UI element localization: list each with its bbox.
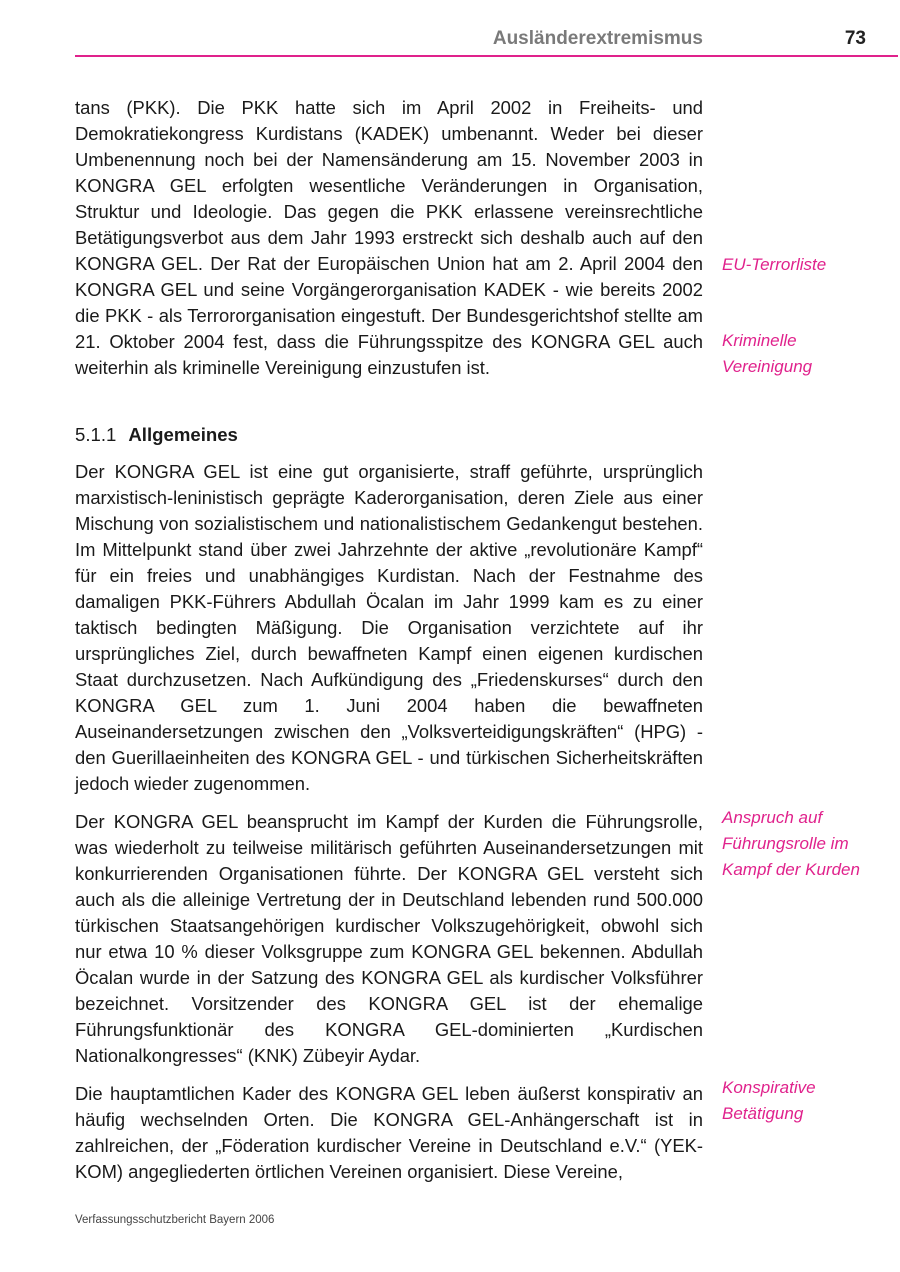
running-header-title: Ausländerextremismus (492, 28, 703, 49)
paragraph-kadek-history: tans (PKK). Die PKK hatte sich im April 2002 in Freiheits- und Demokratiekongress Kurdistans (KADEK) umbenannt. Weder bei dieser Umbenennung noch bei der Namensänderung am 15. November 2003 in KONGRA GEL erfolgten wesentliche Veränderungen in Organisation, Struktur und Ideologie. Das gegen die PKK erlassene vereinsrechtliche Betätigungsverbot aus dem Jahr 1993 erstreckt sich deshalb auch auf den KONGRA GEL. Der Rat der Europäischen Union hat am 2. April 2004 den KONGRA GEL und seine Vorgängerorganisation KADEK - wie bereits 2002 die PKK - als Terrororganisation eingestuft. Der Bundesgerichtshof stellte am 21. Oktober 2004 fest, dass die Führungsspitze des KONGRA GEL auch weiterhin als kriminelle Vereinigung einzustufen ist. (75, 97, 703, 378)
margin-note-fuehrungsrolle: Anspruch auf Führungsrolle im Kampf der Kurden (722, 808, 860, 879)
main-text-column (75, 95, 703, 1185)
page-number: 73 (844, 28, 866, 49)
paragraph-organisation: Der KONGRA GEL ist eine gut organisierte, straff geführte, ursprünglich marxistisch-leninistisch geprägte Kaderorganisation, deren Ziele aus einer Mischung von sozialistischem und nationalistischem Gedankengut bestehen. Im Mittelpunkt stand über zwei Jahrzehnte der aktive „revolutionäre Kampf“ für ein freies und unabhängiges Kurdistan. Nach der Festnahme des damaligen PKK-Führers Abdullah Öcalan im Jahr 1999 kam es zu einer taktisch bedingten Mäßigung. Die Organisation verzichtete auf ihr ursprüngliches Ziel, durch bewaffneten Kampf einen eigenen kurdischen Staat durchzusetzen. Nach Aufkündigung des „Friedenskurses“ durch den KONGRA GEL zum 1. Juni 2004 haben die bewaffneten Auseinandersetzungen zwischen den „Volksverteidigungskräften“ (HPG) - den Guerillaeinheiten des KONGRA GEL - und türkischen Sicherheitskräften jedoch wieder zugenommen. (75, 461, 703, 794)
section-heading (75, 422, 703, 448)
margin-note-kriminelle-vereinigung: Kriminelle Vereinigung (722, 331, 813, 376)
margin-note-eu-terrorliste: EU-Terrorliste (722, 255, 827, 274)
section-number: 5.1.1 (75, 424, 117, 445)
paragraph-leadership-claim: Der KONGRA GEL beansprucht im Kampf der Kurden die Führungsrolle, was wiederholt zu teilweise militärisch geführten Auseinandersetzungen mit konkurrierenden Organisationen führte. Der KONGRA GEL versteht sich auch als die alleinige Vertretung der in Deutschland lebenden rund 500.000 türkischen Staatsangehörigen kurdischer Volkszugehörigkeit, obwohl sich nur etwa 10 % dieser Volksgruppe zum KONGRA GEL bekennen. Abdullah Öcalan wurde in der Satzung des KONGRA GEL als kurdischer Volksführer bezeichnet. Vorsitzender des KONGRA GEL ist der ehemalige Führungsfunktionär des KONGRA GEL-dominierten „Kurdischen Nationalkongresses“ (KNK) Zübeyir Aydar. (75, 811, 703, 1066)
header-rule (75, 55, 898, 57)
footer-publication: Verfassungsschutzbericht Bayern 2006 (75, 1214, 275, 1226)
margin-note-konspirative-betaetigung: Konspirative Betätigung (722, 1078, 816, 1123)
section-title: Allgemeines (128, 424, 238, 445)
paragraph-conspiratorial: Die hauptamtlichen Kader des KONGRA GEL leben äußerst konspirativ an häufig wechselnden Orten. Die KONGRA GEL-Anhängerschaft ist in zahlreichen, der „Föderation kurdischer Vereine in Deutschland e.V.“ (YEK-KOM) angegliederten örtlichen Vereinen organisiert. Diese Vereine, (75, 1083, 703, 1182)
